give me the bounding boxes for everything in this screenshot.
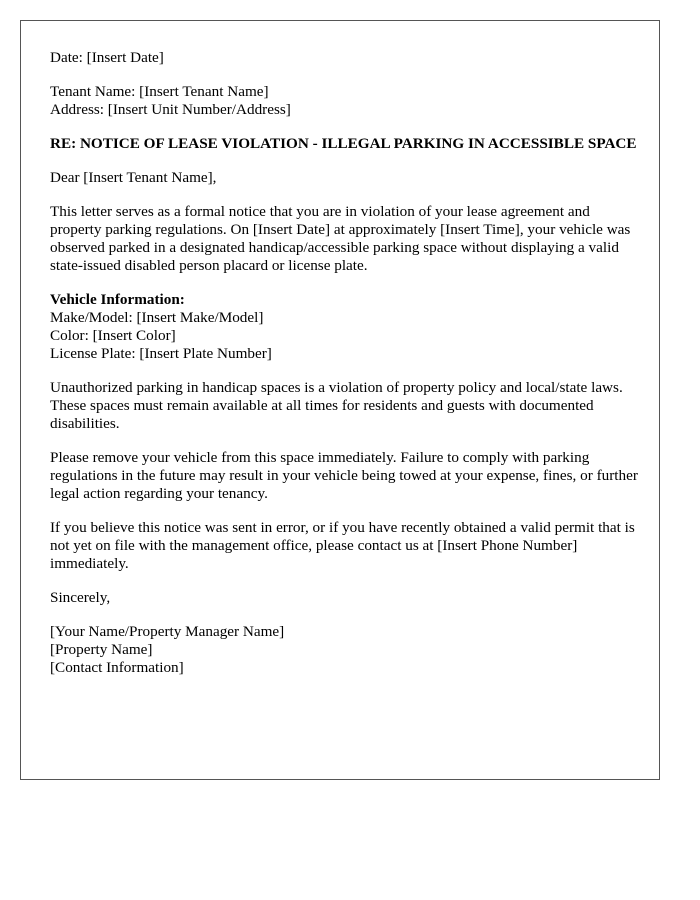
- letter-body: [50, 49, 640, 693]
- signature-block: [50, 623, 640, 677]
- closing: Sincerely,: [50, 589, 111, 606]
- tenant-name-line: Tenant Name: [Insert Tenant Name]: [50, 83, 269, 100]
- subject-line: RE: NOTICE OF LEASE VIOLATION - ILLEGAL PARKING IN ACCESSIBLE SPACE: [50, 135, 637, 152]
- signature-property: [Property Name]: [50, 641, 153, 658]
- paragraph-notice: This letter serves as a formal notice that you are in violation of your lease agreement and property parking regulations. On [Insert Date] at approximately [Insert Time], your vehicle was observed parked in a designated handicap/accessible parking space without displaying a valid state-issued disabled person placard or license plate.: [50, 203, 631, 274]
- recipient-block: [50, 83, 640, 119]
- vehicle-make-model: Make/Model: [Insert Make/Model]: [50, 309, 264, 326]
- signature-contact: [Contact Information]: [50, 659, 184, 676]
- signature-name: [Your Name/Property Manager Name]: [50, 623, 285, 640]
- paragraph-contact: If you believe this notice was sent in error, or if you have recently obtained a valid permit that is not yet on file with the management office, please contact us at [Insert Phone Number] immediately.: [50, 519, 635, 572]
- date-line: Date: [Insert Date]: [50, 49, 164, 66]
- salutation: Dear [Insert Tenant Name],: [50, 169, 217, 186]
- paragraph-policy: Unauthorized parking in handicap spaces is a violation of property policy and local/state laws. These spaces must remain available at all times for residents and guests with documented disabilities.: [50, 379, 623, 432]
- letter-page: [20, 20, 660, 780]
- vehicle-info-block: [50, 291, 640, 363]
- vehicle-info-heading: Vehicle Information:: [50, 291, 185, 308]
- address-line: Address: [Insert Unit Number/Address]: [50, 101, 291, 118]
- vehicle-color: Color: [Insert Color]: [50, 327, 176, 344]
- vehicle-license-plate: License Plate: [Insert Plate Number]: [50, 345, 272, 362]
- paragraph-action: Please remove your vehicle from this space immediately. Failure to comply with parking regulations in the future may result in your vehicle being towed at your expense, fines, or further legal action regarding your tenancy.: [50, 449, 638, 502]
